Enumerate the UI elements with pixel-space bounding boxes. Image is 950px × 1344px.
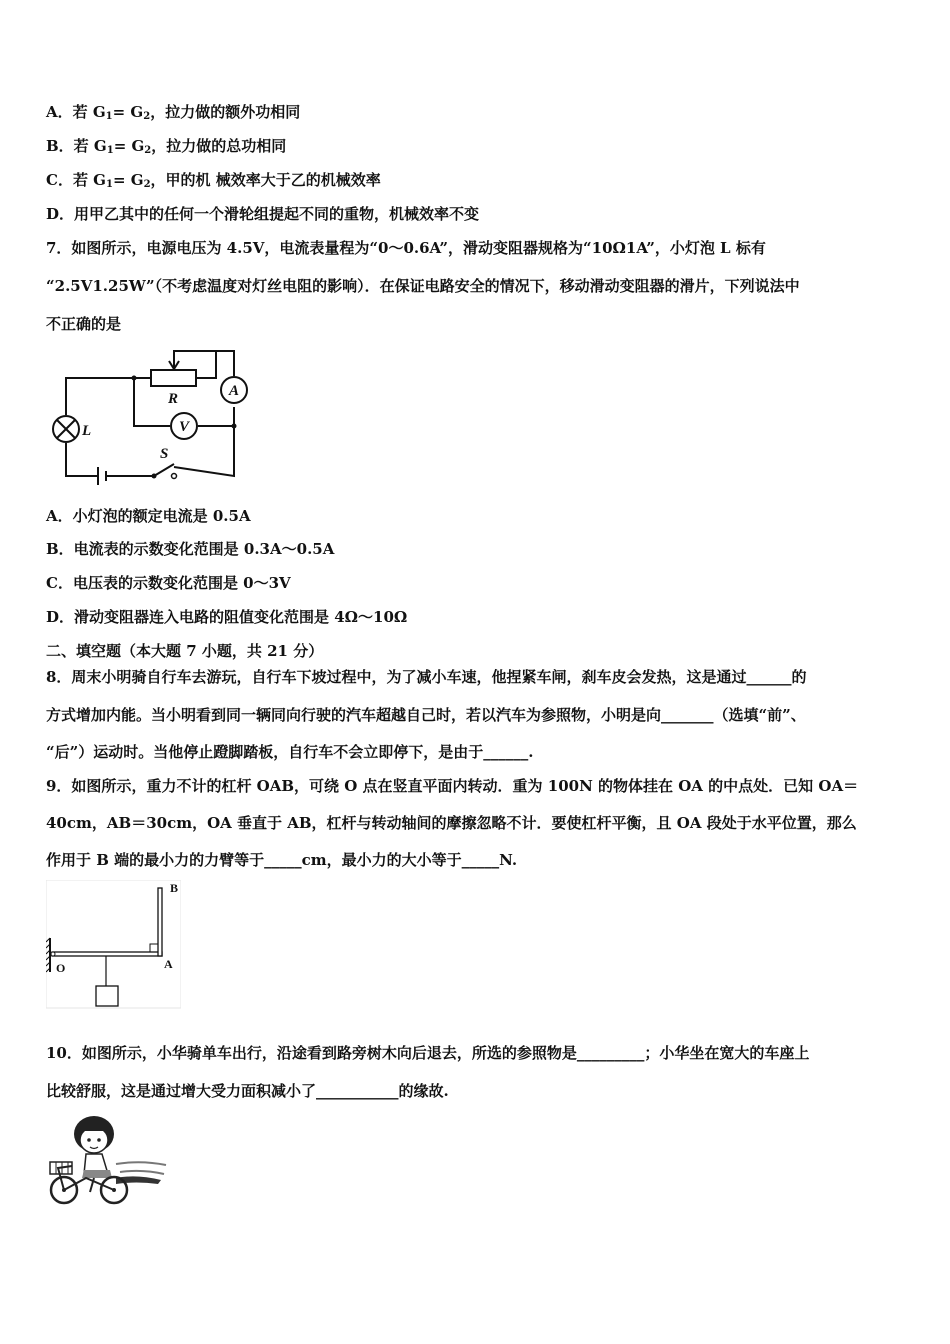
circuit-diagram	[46, 345, 256, 485]
label-o: O	[56, 961, 66, 975]
q8-stem-line2: 方式增加内能。当小明看到同一辆同向行驶的汽车超越自己时，若以汽车为参照物，小明是向_______（选填“前”、	[46, 706, 806, 724]
label-lamp: L	[82, 423, 92, 439]
q9-stem-line3: 作用于 B 端的最小力的力臂等于_____cm，最小力的大小等于_____N.	[46, 851, 518, 869]
q7-option-d: D．滑动变阻器连入电路的阻值变化范围是 4Ω～10Ω	[46, 608, 408, 626]
q10-stem-line1: 10．如图所示，小华骑单车出行，沿途看到路旁树木向后退去，所选的参照物是_________；小华坐在宽大的车座上	[46, 1044, 810, 1062]
lever-diagram	[46, 880, 181, 1010]
q7-stem-line1: 7．如图所示，电源电压为 4.5V，电流表量程为“0～0.6A”，滑动变阻器规格为“10Ω1A”，小灯泡 L 标有	[46, 239, 766, 257]
q7-option-a: A．小灯泡的额定电流是 0.5A	[46, 507, 251, 525]
q8-stem-line1: 8．周末小明骑自行车去游玩，自行车下坡过程中，为了减小车速，他捏紧车闸，刹车皮会发热，这是通过______的	[46, 668, 807, 686]
cyclist-illustration	[46, 1112, 171, 1207]
resistor	[151, 370, 196, 386]
label-voltmeter: V	[179, 419, 190, 435]
q6-option-a: A．若 $G_1= G_2$，拉力做的额外功相同	[46, 103, 301, 122]
q7-option-c: C．电压表的示数变化范围是 0～3V	[46, 574, 291, 592]
label-a: A	[164, 957, 173, 971]
label-ammeter: A	[229, 383, 240, 399]
label-resistor: R	[168, 391, 179, 407]
q7-stem-line2: “2.5V1.25W”（不考虑温度对灯丝电阻的影响）．在保证电路安全的情况下，移动滑动变阻器的滑片，下列说法中	[46, 277, 800, 295]
q9-stem-line1: 9．如图所示，重力不计的杠杆 OAB，可绕 O 点在竖直平面内转动．重为 100N 的物体挂在 OA 的中点处．已知 OA＝	[46, 777, 859, 795]
q7-option-b: B．电流表的示数变化范围是 0.3A～0.5A	[46, 540, 335, 558]
q8-stem-line3: “后”）运动时。当他停止蹬脚踏板，自行车不会立即停下，是由于______.	[46, 743, 534, 761]
q6-option-b: B．若 $G_1= G_2$，拉力做的总功相同	[46, 137, 287, 156]
label-switch: S	[160, 446, 169, 462]
q7-stem-line3: 不正确的是	[46, 315, 122, 333]
q9-stem-line2: 40cm，AB＝30cm，OA 垂直于 AB，杠杆与转动轴间的摩擦忽略不计．要使杠杆平衡，且 OA 段处于水平位置，那么	[46, 814, 857, 832]
hanging-weight	[96, 986, 118, 1006]
section-heading: 二、填空题（本大题 7 小题，共 21 分）	[46, 642, 324, 660]
label-b: B	[170, 881, 179, 895]
q6-option-d: D．用甲乙其中的任何一个滑轮组提起不同的重物，机械效率不变	[46, 205, 480, 223]
q10-stem-line2: 比较舒服，这是通过增大受力面积减小了___________的缘故.	[46, 1082, 449, 1100]
q6-option-c: C．若 $G_1= G_2$，甲的机 械效率大于乙的机械效率	[46, 171, 381, 190]
